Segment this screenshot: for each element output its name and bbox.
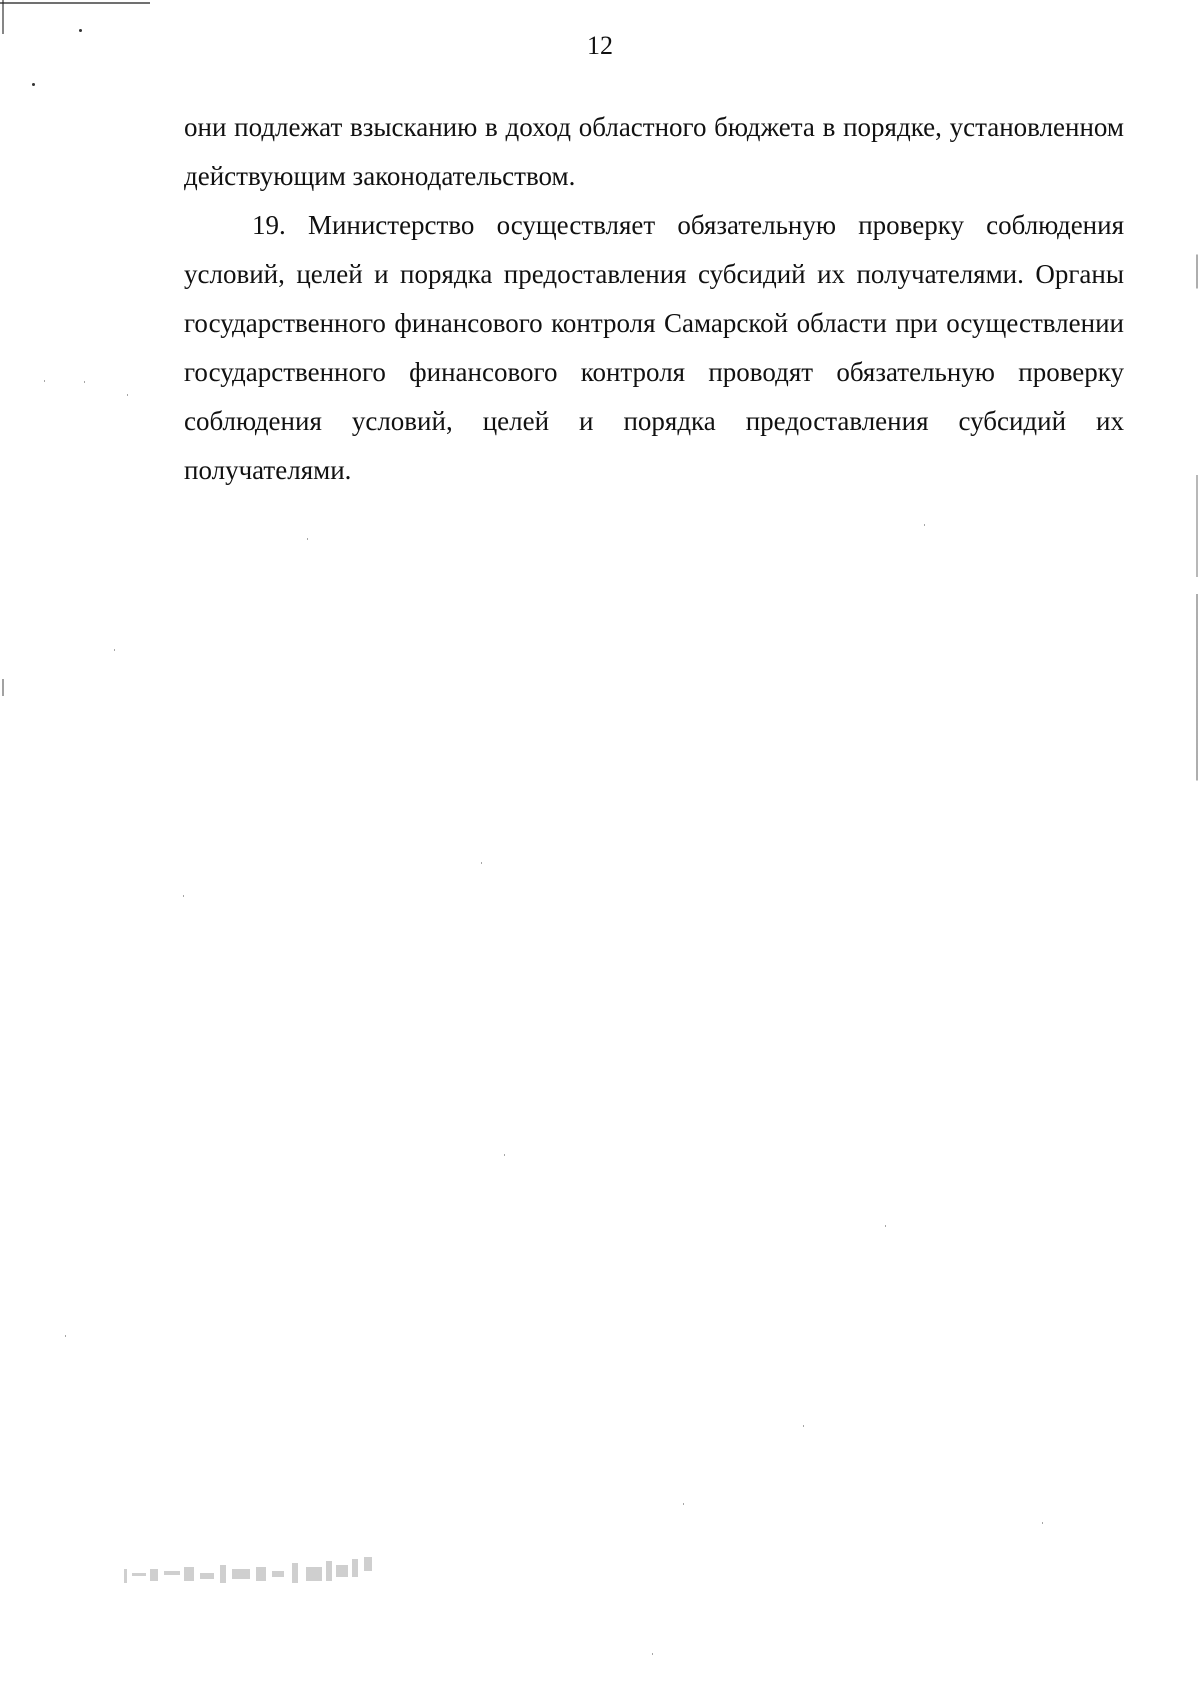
- scan-edge-right: [1196, 0, 1198, 1697]
- scan-speck: [44, 380, 45, 382]
- paragraph-clause-19: 19. Министерство осуществляет обязательную проверку соблюдения условий, целей и порядка предоставления субсидий их получателями. Органы государственного финансового контроля Самарской области при осуществлении государственного финансового контроля проводят обязательную проверку соблюдения условий, целей и порядка предоставления субсидий их получателями.: [184, 210, 1124, 485]
- scan-edge-left: [2, 0, 4, 1697]
- scan-speck: [183, 895, 184, 897]
- scan-edge-top: [0, 2, 150, 4]
- scan-speck: [32, 83, 35, 86]
- scan-speck: [652, 1653, 653, 1655]
- scan-speck: [1042, 1522, 1043, 1524]
- scan-speck: [803, 1425, 804, 1427]
- scan-speck: [683, 1503, 684, 1505]
- scan-speck: [504, 1154, 505, 1156]
- scan-speck: [84, 381, 85, 383]
- scan-speck: [307, 538, 308, 540]
- scan-speck: [127, 394, 128, 396]
- scan-speck: [65, 1335, 66, 1337]
- scan-speck: [481, 862, 482, 864]
- scan-speck: [114, 649, 115, 651]
- scan-speck: [924, 524, 925, 526]
- faded-stamp-mark: [120, 1555, 410, 1593]
- body-text: [184, 103, 1124, 495]
- paragraph-continuation: они подлежат взысканию в доход областного бюджета в порядке, установленном действующим законодательством.: [184, 112, 1124, 191]
- scan-speck: [885, 1225, 886, 1227]
- page-number: 12: [587, 31, 613, 60]
